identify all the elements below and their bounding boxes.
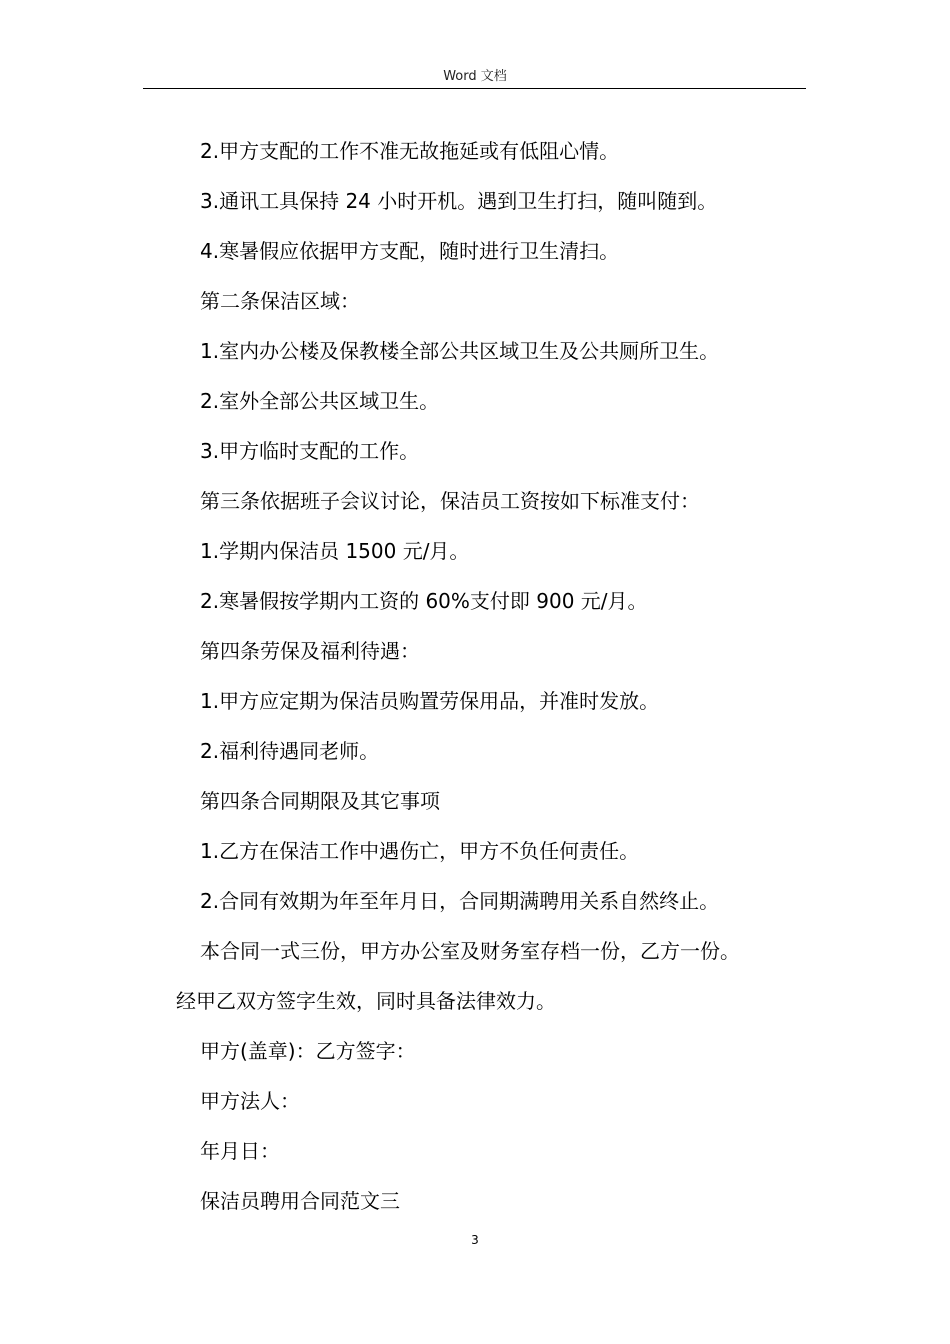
document-paragraph: 2.合同有效期为年至年月日，合同期满聘用关系自然终止。 xyxy=(200,889,720,913)
document-paragraph: 甲方法人： xyxy=(200,1089,300,1113)
document-body xyxy=(176,126,806,1226)
document-paragraph: 1.学期内保洁员 1500 元/月。 xyxy=(200,539,470,563)
document-paragraph: 3.甲方临时支配的工作。 xyxy=(200,439,420,463)
document-paragraph: 第三条依据班子会议讨论，保洁员工资按如下标准支付： xyxy=(200,489,700,513)
document-paragraph: 2.甲方支配的工作不准无故拖延或有低阻心情。 xyxy=(200,139,620,163)
document-paragraph: 第四条合同期限及其它事项 xyxy=(200,789,440,813)
document-paragraph: 1.室内办公楼及保教楼全部公共区域卫生及公共厕所卫生。 xyxy=(200,339,720,363)
document-paragraph: 年月日： xyxy=(200,1139,280,1163)
document-paragraph: 本合同一式三份，甲方办公室及财务室存档一份，乙方一份。 xyxy=(200,939,740,963)
document-paragraph: 1.乙方在保洁工作中遇伤亡，甲方不负任何责任。 xyxy=(200,839,640,863)
document-paragraph: 2.室外全部公共区域卫生。 xyxy=(200,389,440,413)
page-number: 3 xyxy=(471,1233,479,1247)
document-paragraph: 2.寒暑假按学期内工资的 60%支付即 900 元/月。 xyxy=(200,589,648,613)
document-paragraph: 保洁员聘用合同范文三 xyxy=(200,1189,400,1213)
document-paragraph: 3.通讯工具保持 24 小时开机。遇到卫生打扫，随叫随到。 xyxy=(200,189,718,213)
document-paragraph: 第四条劳保及福利待遇： xyxy=(200,639,420,663)
document-paragraph: 2.福利待遇同老师。 xyxy=(200,739,380,763)
document-paragraph: 经甲乙双方签字生效，同时具备法律效力。 xyxy=(176,989,556,1013)
document-paragraph: 1.甲方应定期为保洁员购置劳保用品，并准时发放。 xyxy=(200,689,660,713)
header-divider xyxy=(143,88,806,89)
page-header-label: Word 文档 xyxy=(443,69,507,84)
document-paragraph: 甲方(盖章)：乙方签字： xyxy=(200,1039,416,1063)
document-paragraph: 4.寒暑假应依据甲方支配，随时进行卫生清扫。 xyxy=(200,239,620,263)
document-paragraph: 第二条保洁区域： xyxy=(200,289,360,313)
